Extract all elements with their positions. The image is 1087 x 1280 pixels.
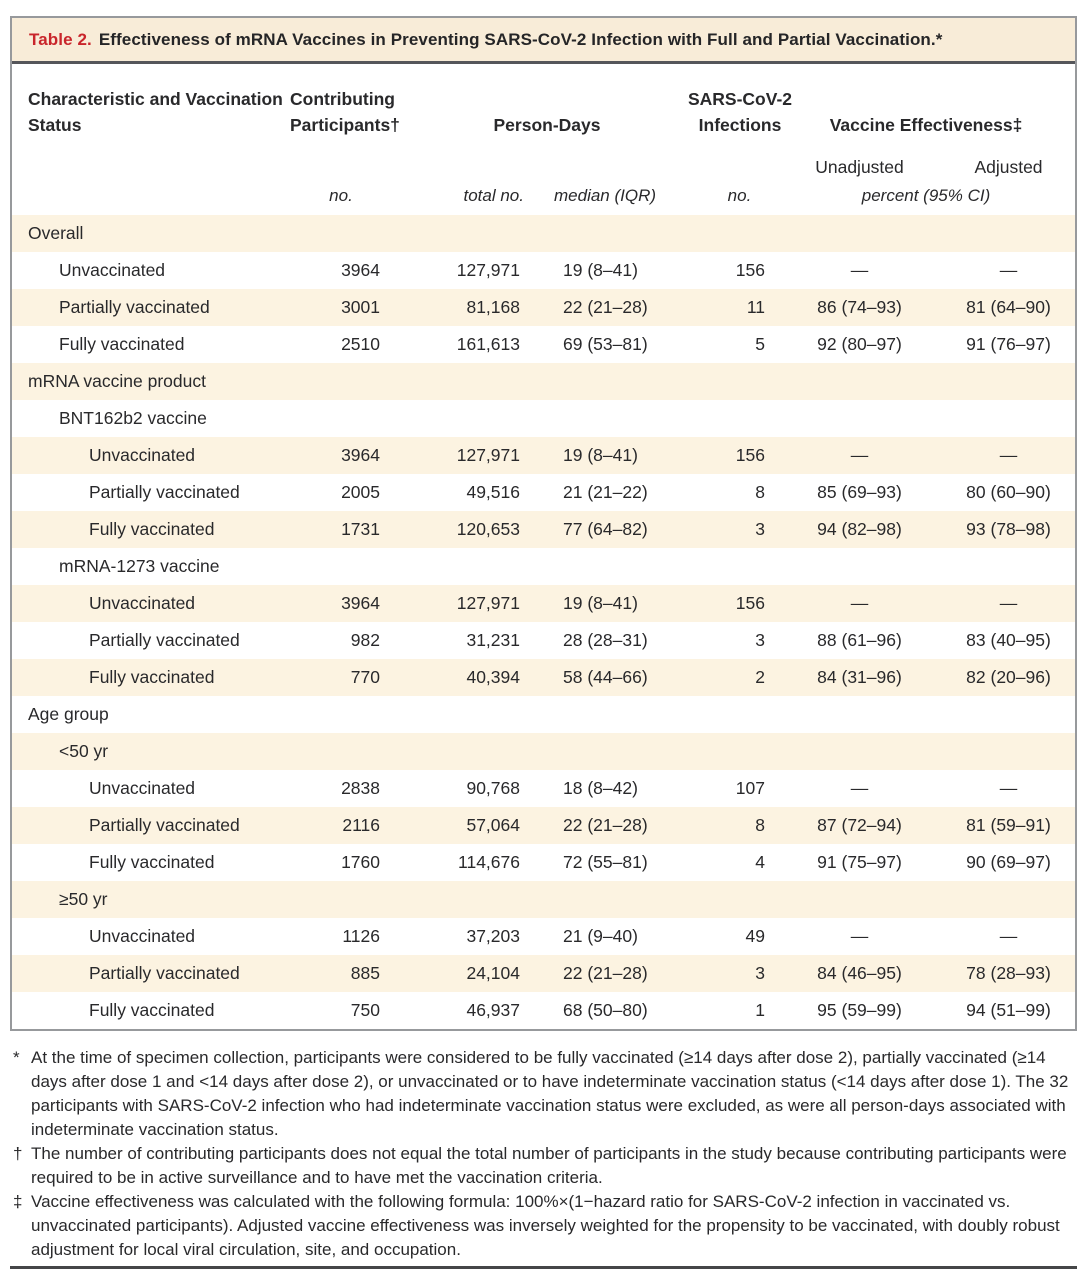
row-label: Unvaccinated: [89, 778, 196, 798]
cell-ve-unadjusted: 94 (82–98): [817, 519, 902, 539]
unit-person-days-median: median (IQR): [554, 186, 657, 205]
footnote-text: The number of contributing participants does not equal the total number of participants in the study because contributing participants were required to be in active surveillance and to have met the vaccination criteria.: [31, 1144, 1067, 1187]
footnote-text: At the time of specimen collection, participants were considered to be fully vaccinated (≥14 days after dose 2), partially vaccinated (≥14 days after dose 1 and <14 days after dose 2), or unvaccinated or to have indeterminate vaccination status (<14 days after dose 1). The 32 participants with SARS-CoV-2 infection who had indeterminate vaccination status were excluded, as were all person-days associated with indeterminate vaccination status.: [31, 1048, 1069, 1139]
cell-ve-unadjusted: 95 (59–99): [817, 1000, 902, 1020]
cell-infections: [702, 696, 777, 733]
cell-infections: 107: [735, 778, 765, 798]
header-row-units: [12, 180, 1075, 215]
row-label: Fully vaccinated: [89, 1000, 215, 1020]
row-label: Unvaccinated: [89, 445, 196, 465]
cell-infections: [702, 400, 777, 437]
row-label: Overall: [28, 223, 84, 243]
table-row: [12, 622, 1075, 659]
unit-effectiveness: percent (95% CI): [861, 186, 991, 205]
cell-ve-adjusted: —: [999, 926, 1018, 946]
table-row: [12, 955, 1075, 992]
cell-infections: 11: [746, 297, 765, 317]
cell-person-days-median: 72 (55–81): [563, 852, 648, 872]
cell-ve-adjusted: 80 (60–90): [966, 482, 1051, 502]
cell-ve-unadjusted: [777, 881, 942, 918]
cell-person-days-median: 21 (21–22): [563, 482, 648, 502]
table-row: [12, 289, 1075, 326]
data-table: [12, 64, 1075, 1029]
cell-person-days-total: 90,768: [466, 778, 520, 798]
cell-participants: [290, 363, 392, 400]
cell-person-days-total: [392, 215, 532, 252]
cell-ve-adjusted: 83 (40–95): [966, 630, 1051, 650]
cell-ve-unadjusted: 86 (74–93): [817, 297, 902, 317]
cell-person-days-median: 22 (21–28): [563, 297, 648, 317]
cell-person-days-median: 77 (64–82): [563, 519, 648, 539]
cell-ve-adjusted: 90 (69–97): [966, 852, 1051, 872]
cell-ve-unadjusted: 84 (31–96): [817, 667, 902, 687]
cell-person-days-total: 81,168: [466, 297, 520, 317]
cell-person-days-median: 22 (21–28): [563, 815, 648, 835]
header-row-main: [12, 64, 1075, 140]
bottom-rule: [10, 1266, 1077, 1269]
table-row: [12, 807, 1075, 844]
unit-person-days-total: total no.: [463, 186, 524, 205]
cell-ve-adjusted: 82 (20–96): [966, 667, 1051, 687]
cell-person-days-median: [532, 363, 702, 400]
row-label: Fully vaccinated: [89, 667, 215, 687]
footnote: [10, 1142, 1077, 1190]
header-infections-text: SARS-CoV-2 Infections: [687, 89, 793, 135]
cell-person-days-median: 19 (8–41): [563, 445, 638, 465]
section-row: [12, 363, 1075, 400]
row-label: Partially vaccinated: [89, 963, 240, 983]
unit-infections: no.: [727, 186, 752, 205]
cell-ve-adjusted: [942, 696, 1075, 733]
cell-infections: 1: [755, 1000, 765, 1020]
cell-ve-adjusted: [942, 363, 1075, 400]
cell-infections: [702, 548, 777, 585]
cell-person-days-median: 19 (8–41): [563, 593, 638, 613]
cell-participants: 3964: [341, 445, 380, 465]
cell-person-days-median: 28 (28–31): [563, 630, 648, 650]
cell-ve-adjusted: —: [999, 260, 1018, 280]
footnote: [10, 1046, 1077, 1142]
cell-ve-adjusted: 81 (59–91): [966, 815, 1051, 835]
table-row: [12, 511, 1075, 548]
cell-infections: 3: [755, 630, 765, 650]
row-label: Unvaccinated: [89, 593, 196, 613]
cell-person-days-total: 31,231: [466, 630, 520, 650]
cell-person-days-total: 127,971: [456, 593, 520, 613]
footnotes: [10, 1046, 1077, 1262]
cell-infections: 156: [735, 593, 765, 613]
cell-ve-unadjusted: 92 (80–97): [817, 334, 902, 354]
footnote-marker: *: [13, 1048, 20, 1067]
row-label: ≥50 yr: [59, 889, 108, 909]
cell-person-days-total: 120,653: [456, 519, 520, 539]
cell-infections: 3: [755, 963, 765, 983]
cell-participants: 3001: [341, 297, 380, 317]
cell-participants: [290, 881, 392, 918]
cell-infections: 156: [735, 445, 765, 465]
row-label: Partially vaccinated: [89, 815, 240, 835]
table-row: [12, 844, 1075, 881]
cell-person-days-total: [392, 733, 532, 770]
cell-participants: 1126: [342, 926, 380, 946]
cell-infections: [702, 733, 777, 770]
header-infections: [687, 64, 793, 140]
cell-person-days-total: 24,104: [466, 963, 520, 983]
cell-ve-adjusted: [942, 215, 1075, 252]
cell-ve-adjusted: 93 (78–98): [966, 519, 1051, 539]
cell-ve-unadjusted: —: [850, 926, 869, 946]
cell-infections: [702, 363, 777, 400]
cell-person-days-total: 114,676: [458, 852, 520, 872]
cell-infections: 49: [745, 926, 765, 946]
cell-ve-unadjusted: [777, 400, 942, 437]
table-number-label: Table 2.: [29, 29, 92, 49]
table-title-bar: [12, 18, 1075, 64]
cell-ve-adjusted: —: [999, 593, 1018, 613]
row-label: Age group: [28, 704, 109, 724]
table-row: [12, 918, 1075, 955]
cell-person-days-median: [532, 696, 702, 733]
cell-person-days-median: 22 (21–28): [563, 963, 648, 983]
cell-ve-adjusted: [942, 548, 1075, 585]
cell-person-days-total: 49,516: [466, 482, 520, 502]
row-label: Partially vaccinated: [59, 297, 210, 317]
cell-participants: 770: [350, 667, 380, 687]
table-body: [12, 215, 1075, 1029]
cell-infections: 8: [755, 815, 765, 835]
table-row: [12, 659, 1075, 696]
row-label: mRNA-1273 vaccine: [59, 556, 220, 576]
cell-ve-unadjusted: [777, 363, 942, 400]
cell-person-days-total: [392, 696, 532, 733]
cell-person-days-median: [532, 733, 702, 770]
header-row-sub: [12, 140, 1075, 180]
cell-person-days-median: [532, 215, 702, 252]
row-label: Fully vaccinated: [59, 334, 185, 354]
cell-person-days-median: 58 (44–66): [563, 667, 648, 687]
footnote: [10, 1190, 1077, 1262]
cell-person-days-total: 37,203: [466, 926, 520, 946]
cell-participants: [290, 400, 392, 437]
header-spacer: [12, 140, 290, 180]
cell-ve-unadjusted: —: [850, 593, 869, 613]
cell-person-days-total: [392, 548, 532, 585]
cell-ve-adjusted: 78 (28–93): [966, 963, 1051, 983]
cell-infections: 156: [735, 260, 765, 280]
row-label: Unvaccinated: [89, 926, 196, 946]
header-adjusted: Adjusted: [974, 157, 1043, 177]
header-participants: Contributing Participants†: [290, 89, 400, 135]
table-row: [12, 437, 1075, 474]
cell-infections: 8: [755, 482, 765, 502]
cell-participants: 2116: [342, 815, 380, 835]
cell-person-days-median: [532, 400, 702, 437]
row-label: Partially vaccinated: [89, 482, 240, 502]
cell-infections: [702, 881, 777, 918]
cell-participants: 982: [350, 630, 380, 650]
cell-person-days-total: [392, 363, 532, 400]
cell-ve-adjusted: [942, 400, 1075, 437]
cell-person-days-median: [532, 881, 702, 918]
table-row: [12, 252, 1075, 289]
row-label: Fully vaccinated: [89, 852, 215, 872]
cell-ve-adjusted: —: [999, 445, 1018, 465]
cell-ve-adjusted: [942, 733, 1075, 770]
cell-person-days-total: 161,613: [456, 334, 520, 354]
cell-participants: 2005: [341, 482, 380, 502]
cell-person-days-total: 40,394: [466, 667, 520, 687]
table-row: [12, 474, 1075, 511]
cell-ve-unadjusted: 91 (75–97): [817, 852, 902, 872]
cell-participants: [290, 548, 392, 585]
footnote-marker: ‡: [13, 1192, 23, 1211]
row-label: Unvaccinated: [59, 260, 166, 280]
cell-person-days-total: 57,064: [466, 815, 520, 835]
cell-ve-adjusted: 81 (64–90): [966, 297, 1051, 317]
cell-infections: 2: [755, 667, 765, 687]
row-label: Partially vaccinated: [89, 630, 240, 650]
cell-ve-unadjusted: [777, 548, 942, 585]
cell-ve-adjusted: [942, 881, 1075, 918]
row-label: Fully vaccinated: [89, 519, 215, 539]
cell-participants: 2838: [341, 778, 380, 798]
cell-participants: [290, 215, 392, 252]
footnote-marker: †: [13, 1144, 23, 1163]
row-label: BNT162b2 vaccine: [59, 408, 207, 428]
table-header: [12, 64, 1075, 215]
section-row: [12, 881, 1075, 918]
unit-participants: no.: [329, 186, 353, 205]
cell-person-days-total: 127,971: [456, 445, 520, 465]
cell-participants: 885: [350, 963, 380, 983]
table-row: [12, 770, 1075, 807]
cell-ve-adjusted: —: [999, 778, 1018, 798]
cell-participants: [290, 696, 392, 733]
cell-person-days-total: 46,937: [466, 1000, 520, 1020]
cell-infections: 3: [755, 519, 765, 539]
row-label: <50 yr: [59, 741, 109, 761]
cell-person-days-total: [392, 881, 532, 918]
cell-ve-unadjusted: —: [850, 778, 869, 798]
header-unadjusted: Unadjusted: [815, 157, 904, 177]
table-title-text: Effectiveness of mRNA Vaccines in Preventing SARS-CoV-2 Infection with Full and Partial Vaccination.*: [98, 29, 943, 49]
section-row: [12, 548, 1075, 585]
section-row: [12, 733, 1075, 770]
table-row: [12, 585, 1075, 622]
cell-ve-unadjusted: —: [850, 260, 869, 280]
table-frame: [10, 16, 1077, 1031]
table-row: [12, 992, 1075, 1029]
header-effectiveness: Vaccine Effectiveness‡: [829, 114, 1023, 135]
cell-person-days-median: 69 (53–81): [563, 334, 648, 354]
cell-participants: [290, 733, 392, 770]
section-row: [12, 215, 1075, 252]
cell-ve-unadjusted: 87 (72–94): [817, 815, 902, 835]
cell-person-days-median: [532, 548, 702, 585]
cell-participants: 1731: [341, 519, 380, 539]
cell-participants: 1760: [341, 852, 380, 872]
header-characteristic: Characteristic and Vaccination Status: [28, 89, 283, 135]
cell-ve-unadjusted: 88 (61–96): [817, 630, 902, 650]
cell-ve-unadjusted: 84 (46–95): [817, 963, 902, 983]
row-label: mRNA vaccine product: [28, 371, 206, 391]
cell-person-days-median: 19 (8–41): [563, 260, 638, 280]
cell-participants: 750: [350, 1000, 380, 1020]
cell-participants: 3964: [341, 260, 380, 280]
cell-ve-unadjusted: 85 (69–93): [817, 482, 902, 502]
cell-person-days-median: 21 (9–40): [563, 926, 638, 946]
cell-participants: 3964: [341, 593, 380, 613]
header-person-days: Person-Days: [493, 114, 601, 135]
cell-ve-unadjusted: [777, 215, 942, 252]
cell-infections: 4: [755, 852, 765, 872]
cell-person-days-median: 68 (50–80): [563, 1000, 648, 1020]
cell-ve-unadjusted: [777, 733, 942, 770]
section-row: [12, 696, 1075, 733]
cell-ve-unadjusted: —: [850, 445, 869, 465]
cell-participants: 2510: [341, 334, 380, 354]
footnote-text: Vaccine effectiveness was calculated with the following formula: 100%×(1−hazard ratio for SARS-CoV-2 infection in vaccinated vs. unvaccinated participants). Adjusted vaccine effectiveness was inversely weighted for the propensity to be vaccinated, with doubly robust adjustment for local viral circulation, site, and occupation.: [31, 1192, 1060, 1259]
cell-infections: 5: [755, 334, 765, 354]
table-row: [12, 326, 1075, 363]
section-row: [12, 400, 1075, 437]
cell-ve-unadjusted: [777, 696, 942, 733]
cell-ve-adjusted: 91 (76–97): [966, 334, 1051, 354]
cell-person-days-total: [392, 400, 532, 437]
cell-ve-adjusted: 94 (51–99): [966, 1000, 1051, 1020]
cell-infections: [702, 215, 777, 252]
cell-person-days-total: 127,971: [456, 260, 520, 280]
cell-person-days-median: 18 (8–42): [563, 778, 638, 798]
